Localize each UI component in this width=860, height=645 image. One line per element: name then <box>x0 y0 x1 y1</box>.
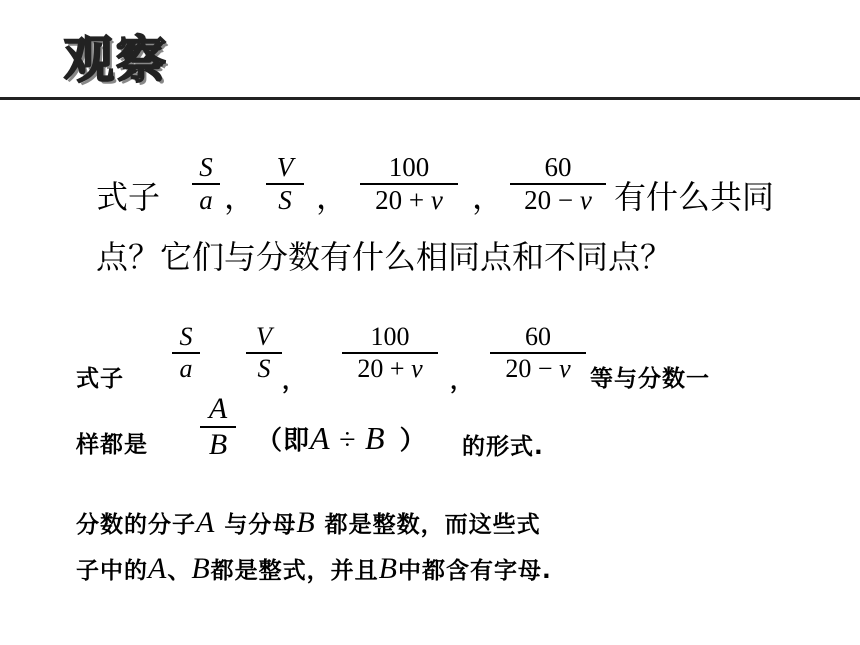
text: 子中的 <box>76 558 148 584</box>
question-line-2: 点？它们与分数有什么相同点和不同点？ <box>96 238 673 276</box>
slide-title: 观察 <box>64 31 168 89</box>
paren-open: （即 <box>256 426 311 456</box>
question-tail: 有什么共同 <box>614 178 775 216</box>
numerator: 100 <box>388 152 430 182</box>
variable-a: A <box>310 420 331 456</box>
denominator-variable: v <box>579 184 592 215</box>
text: 中都含有字母. <box>397 558 552 584</box>
variable-b: B <box>365 420 386 456</box>
answer1-fraction-a-b <box>200 392 236 462</box>
denominator-variable: v <box>559 353 571 383</box>
denominator-variable: v <box>430 184 443 215</box>
variable-a: A <box>196 506 216 539</box>
denominator: B <box>208 427 228 461</box>
question-fraction-100 <box>360 152 458 216</box>
text: 分数的分子 <box>76 512 196 538</box>
numerator: 100 <box>370 322 410 351</box>
variable-a: A <box>148 552 168 585</box>
numerator: S <box>179 322 193 351</box>
denominator <box>490 354 586 384</box>
denominator: a <box>199 184 213 215</box>
variable-b: B <box>191 552 211 585</box>
answer1-fraction-s-a <box>172 322 200 384</box>
question-fraction-s-a <box>192 152 220 216</box>
text: 都是整数，而这些式 <box>315 512 541 538</box>
answer1-lead: 式子 <box>76 366 124 392</box>
question-fraction-60 <box>510 152 606 216</box>
paren-close: ） <box>399 426 427 456</box>
text: 、 <box>167 558 192 584</box>
question-fraction-v-s <box>266 152 304 216</box>
numerator: 60 <box>544 152 572 182</box>
question-comma: ， <box>472 178 505 216</box>
numerator: V <box>276 152 294 182</box>
answer1-fraction-100 <box>342 322 438 384</box>
division-sign: ÷ <box>330 423 366 456</box>
numerator: S <box>199 152 213 182</box>
numerator: A <box>208 392 228 425</box>
denominator-variable: v <box>411 353 423 383</box>
denominator: a <box>179 353 193 383</box>
denominator: S <box>278 184 292 215</box>
text: 与分母 <box>215 512 297 538</box>
denominator <box>342 354 438 384</box>
question-lead: 式子 <box>96 178 161 216</box>
answer1-line2-lead: 样都是 <box>76 432 148 458</box>
denominator-constant: 20 − <box>524 184 580 215</box>
denominator: S <box>257 353 271 383</box>
variable-b: B <box>378 552 398 585</box>
answer1-tail: 等与分数一 <box>590 366 710 392</box>
numerator: 60 <box>525 322 551 351</box>
answer1-division-expression <box>256 420 427 457</box>
numerator: V <box>256 322 272 351</box>
answer1-comma: ， <box>450 368 474 394</box>
text: 都是整式，并且 <box>210 558 379 584</box>
denominator-constant: 20 − <box>505 353 560 383</box>
answer2-line-2 <box>76 552 552 586</box>
denominator-constant: 20 + <box>375 184 431 215</box>
denominator <box>510 185 606 216</box>
denominator <box>360 185 458 216</box>
answer1-fraction-v-s <box>246 322 282 384</box>
variable-b: B <box>296 506 316 539</box>
denominator-constant: 20 + <box>357 353 412 383</box>
question-comma: ， <box>316 178 349 216</box>
answer1-fraction-60 <box>490 322 586 384</box>
answer1-comma: ， <box>282 368 306 394</box>
title-divider <box>0 97 860 100</box>
answer1-line2-tail: 的形式. <box>462 434 544 460</box>
question-comma: ， <box>224 178 257 216</box>
answer2-line-1 <box>76 506 541 540</box>
